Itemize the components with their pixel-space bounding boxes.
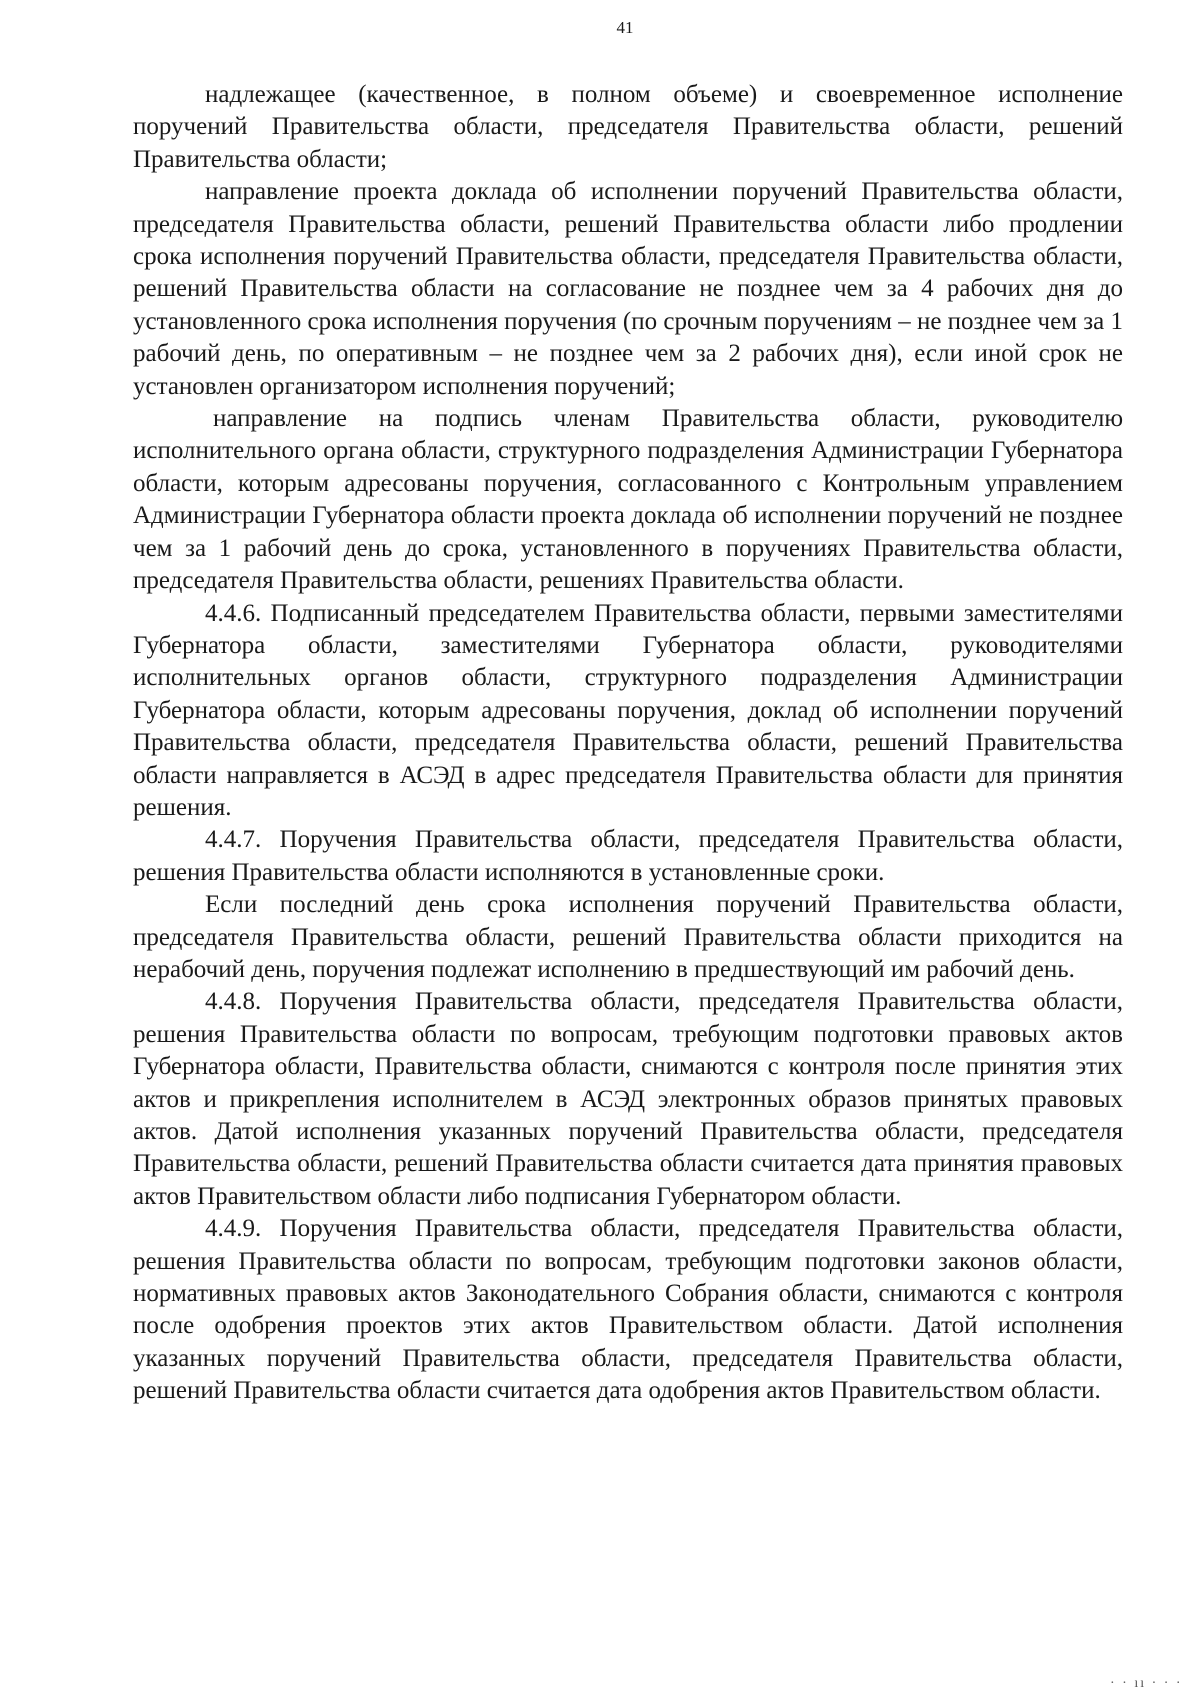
document-body (133, 79, 1123, 1408)
paragraph-4-4-7: 4.4.7. Поручения Правительства области, председателя Правительства области, решения Правительства области исполняются в установленные сроки. (133, 826, 1123, 886)
paragraph-deadline-rule: Если последний день срока исполнения поручений Правительства области, председателя Правительства области, решений Правительства области приходится на нерабочий день, поручения подлежат исполнению в предшествующий им рабочий день. (133, 891, 1123, 983)
paragraph-4-4-8: 4.4.8. Поручения Правительства области, председателя Правительства области, решения Правительства области по вопросам, требующим подготовки правовых актов Губернатора области, Правительства области, снимаются с контроля после принятия этих актов и прикрепления исполнителем в АСЭД электронных образов принятых правовых актов. Датой исполнения указанных поручений Правительства области, председателя Правительства области, решений Правительства области считается дата принятия правовых актов Правительством области либо подписания Губернатором области. (133, 988, 1123, 1210)
paragraph-3: направление на подпись членам Правительства области, руководителю исполнительного органа области, структурного подразделения Администрации Губернатора области, которым адресованы поручения, согласованного с Контрольным управлением Администрации Губернатора области проекта доклада об исполнении поручений не позднее чем за 1 рабочий день до срока, установленного в поручениях Правительства области, председателя Правительства области, решениях Правительства области. (133, 405, 1123, 595)
paragraph-1: надлежащее (качественное, в полном объеме) и своевременное исполнение поручений Правительства области, председателя Правительства области, решений Правительства области; (133, 81, 1123, 173)
paragraph-2: направление проекта доклада об исполнении поручений Правительства области, председателя Правительства области, решений Правительства области либо продлении срока исполнения поручений Правительства области, председателя Правительства области, решений Правительства области на согласование не позднее чем за 4 рабочих дня до установленного срока исполнения поручения (по срочным поручениям – не позднее чем за 1 рабочий день, по оперативным – не позднее чем за 2 рабочих дня), если иной срок не установлен организатором исполнения поручений; (133, 178, 1123, 400)
paragraph-4-4-9: 4.4.9. Поручения Правительства области, председателя Правительства области, решения Правительства области по вопросам, требующим подготовки законов области, нормативных правовых актов Законодательного Собрания области, снимаются с контроля после одобрения проектов этих актов Правительством области. Датой исполнения указанных поручений Правительства области, председателя Правительства области, решений Правительства области считается дата одобрения актов Правительством области. (133, 1215, 1123, 1405)
page-number: 41 (616, 18, 634, 37)
paragraph-4-4-6: 4.4.6. Подписанный председателем Правительства области, первыми заместителями Губернатора области, заместителями Губернатора области, руководителями исполнительных органов области, структурного подразделения Администрации Губернатора области, которым адресованы поручения, доклад об исполнении поручений Правительства области, председателя Правительства области, решений Правительства области направляется в АСЭД в адрес председателя Правительства области для принятия решения. (133, 599, 1123, 821)
scan-edge-marks: · · ıı · · · (1110, 1676, 1183, 1691)
